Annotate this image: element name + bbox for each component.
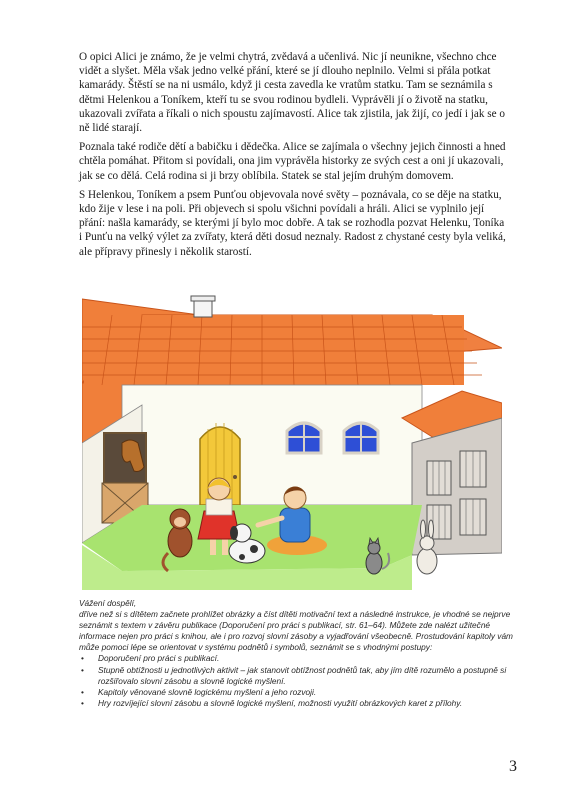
- bullet: •: [81, 653, 84, 664]
- story-paragraph-3: S Helenkou, Toníkem a psem Punťou objevovala nové světy – poznávala, co se děje na statku, kdo žije v lese i na poli. Při objevech si spolu všichni povídali a hráli. Alici se vyplnilo její přání: našla kamarády, se kterými jí bylo moc dobře. A tak se rozhodla pozvat Helenku, Toníka i Punťu na velký výlet za zvířaty, která děti dosud neznaly. Radost z chystané cesty byla veliká, ale přípravy přinesly i několik starostí.: [79, 188, 506, 258]
- list-item-text: Hry rozvíjející slovní zásobu a slovně logické myšlení, možnosti využití obrázkových karet z přílohy.: [98, 697, 463, 708]
- bullet: •: [81, 664, 84, 675]
- story-paragraph-2: Poznala také rodiče dětí a babičku i dědečka. Alice se zajímala o všechny jejich činnosti a hned chtěla pomáhat. Přitom si povídali, ona jim vyprávěla historky ze svých cest a oni jí ukazovali, jak se co dělá. Celá rodina si ji brzy oblíbila. Statek se stal jejím druhým domovem.: [79, 141, 506, 182]
- story-paragraph-1: O opici Alici je známo, že je velmi chytrá, zvědavá a učenlivá. Nic jí neunikne, všechno chce vidět a slyšet. Měla však jedno velké přání, které se jí dlouho neplnilo. Velmi si přála potkat kamarády. Štěstí se na ni usmálo, když ji cesta zavedla ke vratům statku. Tam se seznámila s dětmi Helenkou a Toníkem, kteří tu se svou rodinou bydleli. Vyprávěli jí o životě na statku, ukazovali zvířata a říkali o nich spoustu zajímavostí. Alice tak zjistila, jak žijí, co jedí i jak se o ně lidé starají.: [79, 51, 505, 135]
- list-item: [79, 653, 515, 664]
- page-number: 3: [509, 758, 517, 775]
- list-item-text: Stupně obtížnosti u jednotlivých aktivit – jak stanovit obtížnost podnětů tak, aby jím dítě rozumělo a postupně si rozšiřovalo slovní zásobu a slovně logické myšlení.: [98, 664, 507, 686]
- chimney: [194, 299, 212, 317]
- bullet: •: [81, 686, 84, 697]
- story-text: [79, 50, 509, 264]
- blue-window-2: [344, 423, 378, 453]
- list-item: [79, 687, 515, 698]
- note-intro: dříve než si s dítětem začnete prohlížet obrázky a číst dítěti motivační text a následné instrukce, je vhodné se nejprve seznámit s textem v závěru publikace (Doporučení pro práci s publikací, str. 61–64). Můžete zde nalézt užitečné informace nejen pro práci s knihou, ale i pro rozvoj slovní zásoby a vyjadřování všeobecně. Prostudování kapitoly vám může pomoci lépe se orientovat v systému podnětů i symbolů, seznámit se s vhodnými postupy:: [79, 609, 513, 653]
- bullet: •: [81, 697, 84, 708]
- note-salutation: Vážení dospělí,: [79, 598, 137, 608]
- list-item-text: Kapitoly věnované slovně logickému myšlení a jeho rozvoji.: [98, 686, 317, 697]
- list-item-text: Doporučení pro práci s publikací.: [98, 653, 220, 664]
- list-item: [79, 665, 515, 687]
- blue-window-1: [287, 423, 321, 453]
- farmyard-illustration: [82, 293, 502, 590]
- list-item: [79, 698, 515, 709]
- note-for-adults: [79, 598, 515, 709]
- note-list: [79, 653, 515, 708]
